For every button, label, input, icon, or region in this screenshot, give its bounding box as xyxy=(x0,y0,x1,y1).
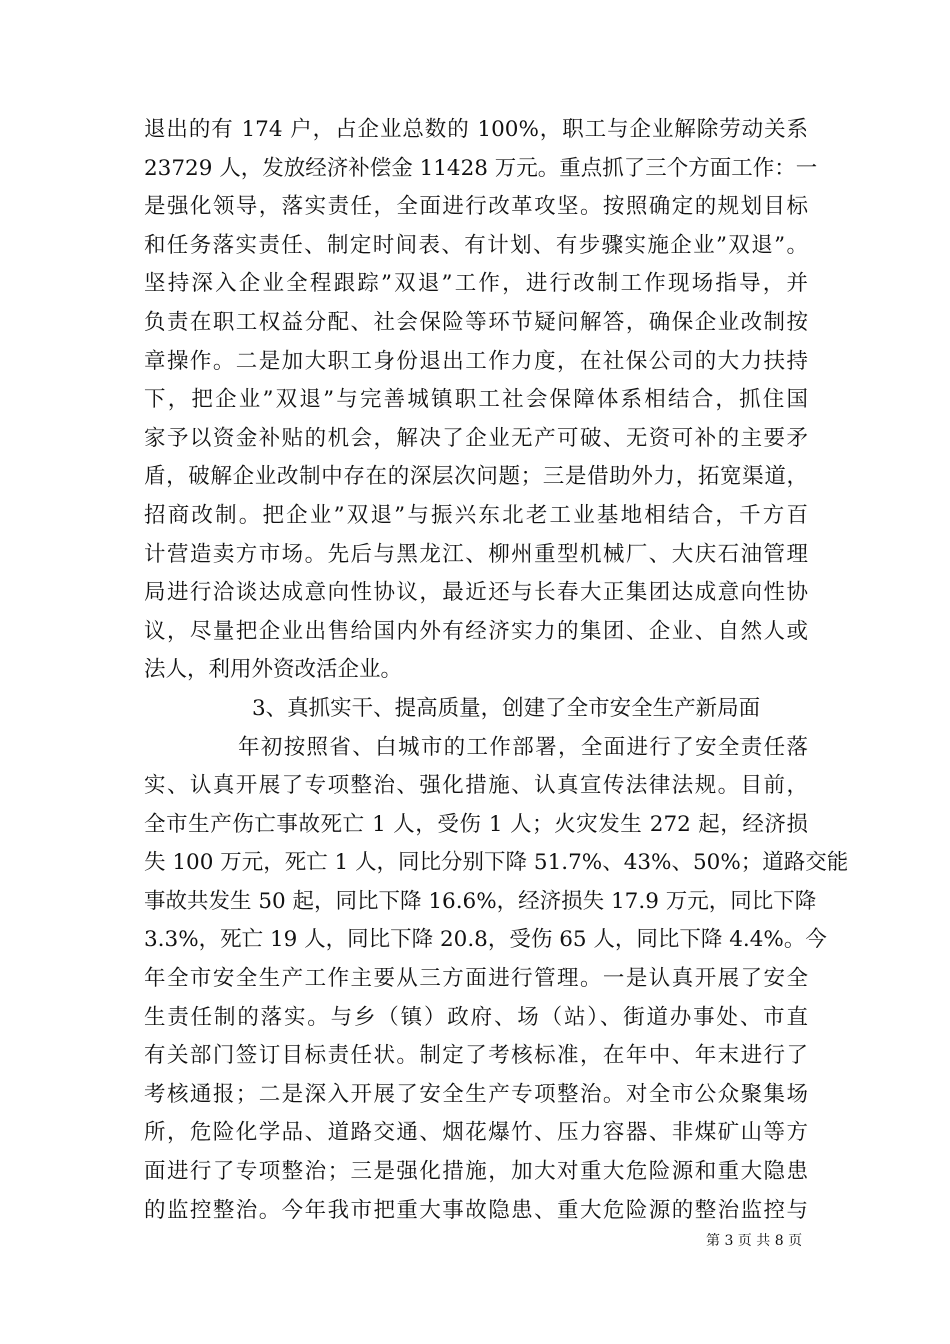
paragraph-1-line-8: 下，把企业”双退”与完善城镇职工社会保障体系相结合，抓住国 xyxy=(144,387,808,413)
paragraph-1-line-11: 招商改制。把企业”双退”与振兴东北老工业基地相结合，千方百 xyxy=(144,502,808,528)
paragraph-2-line-3: 全市生产伤亡事故死亡 1 人，受伤 1 人；火灾发生 272 起，经济损 xyxy=(144,811,808,837)
paragraph-2-line-7: 年全市安全生产工作主要从三方面进行管理。一是认真开展了安全 xyxy=(144,966,808,992)
paragraph-2-line-4: 失 100 万元，死亡 1 人，同比分别下降 51.7%、43%、50%；道路交能 xyxy=(144,850,849,876)
paragraph-1-line-10: 盾，破解企业改制中存在的深层次问题；三是借助外力，拓宽渠道， xyxy=(144,464,808,490)
paragraph-1-line-12: 计营造卖方市场。先后与黑龙江、柳州重型机械厂、大庆石油管理 xyxy=(144,541,808,567)
body-text xyxy=(144,111,849,1230)
paragraph-1-line-4: 和任务落实责任、制定时间表、有计划、有步骤实施企业”双退”。 xyxy=(144,232,808,258)
paragraph-2-line-2: 实、认真开展了专项整治、强化措施、认真宣传法律法规。目前， xyxy=(144,773,808,799)
paragraph-1-line-5: 坚持深入企业全程跟踪”双退”工作，进行改制工作现场指导，并 xyxy=(144,271,808,297)
section-heading: 3、真抓实干、提高质量，创建了全市安全生产新局面 xyxy=(252,695,761,721)
paragraph-1-line-7: 章操作。二是加大职工身份退出工作力度，在社保公司的大力扶持 xyxy=(144,348,808,374)
paragraph-1-line-14: 议，尽量把企业出售给国内外有经济实力的集团、企业、自然人或 xyxy=(144,618,808,644)
paragraph-2-line-9: 有关部门签订目标责任状。制定了考核标准，在年中、年末进行了 xyxy=(144,1043,808,1069)
paragraph-1-line-6: 负责在职工权益分配、社会保险等环节疑问解答，确保企业改制按 xyxy=(144,309,808,335)
paragraph-2-line-6: 3.3%，死亡 19 人，同比下降 20.8，受伤 65 人，同比下降 4.4%。今 xyxy=(144,927,827,953)
paragraph-2-line-5: 事故共发生 50 起，同比下降 16.6%，经济损失 17.9 万元，同比下降 xyxy=(144,888,817,914)
paragraph-1-line-3: 是强化领导，落实责任，全面进行改革攻坚。按照确定的规划目标 xyxy=(144,194,808,220)
paragraph-2-line-13: 的监控整治。今年我市把重大事故隐患、重大危险源的整治监控与 xyxy=(144,1197,808,1223)
paragraph-2-line-12: 面进行了专项整治；三是强化措施，加大对重大危险源和重大隐患 xyxy=(144,1159,808,1185)
paragraph-1-line-2: 23729 人，发放经济补偿金 11428 万元。重点抓了三个方面工作：一 xyxy=(144,155,818,181)
paragraph-2-line-10: 考核通报；二是深入开展了安全生产专项整治。对全市公众聚集场 xyxy=(144,1081,808,1107)
paragraph-1-line-9: 家予以资金补贴的机会，解决了企业无产可破、无资可补的主要矛 xyxy=(144,425,808,451)
paragraph-2-line-1: 年初按照省、白城市的工作部署，全面进行了安全责任落 xyxy=(238,734,808,760)
paragraph-1-line-15: 法人，利用外资改活企业。 xyxy=(144,657,403,683)
paragraph-1-line-1: 退出的有 174 户，占企业总数的 100%，职工与企业解除劳动关系 xyxy=(144,117,808,142)
page-number-footer: 第 3 页 共 8 页 xyxy=(706,1233,803,1249)
paragraph-1-line-13: 局进行洽谈达成意向性协议，最近还与长春大正集团达成意向性协 xyxy=(144,580,808,606)
paragraph-2-line-11: 所，危险化学品、道路交通、烟花爆竹、压力容器、非煤矿山等方 xyxy=(144,1120,808,1146)
paragraph-2-line-8: 生责任制的落实。与乡（镇）政府、场（站）、街道办事处、市直 xyxy=(144,1004,808,1030)
